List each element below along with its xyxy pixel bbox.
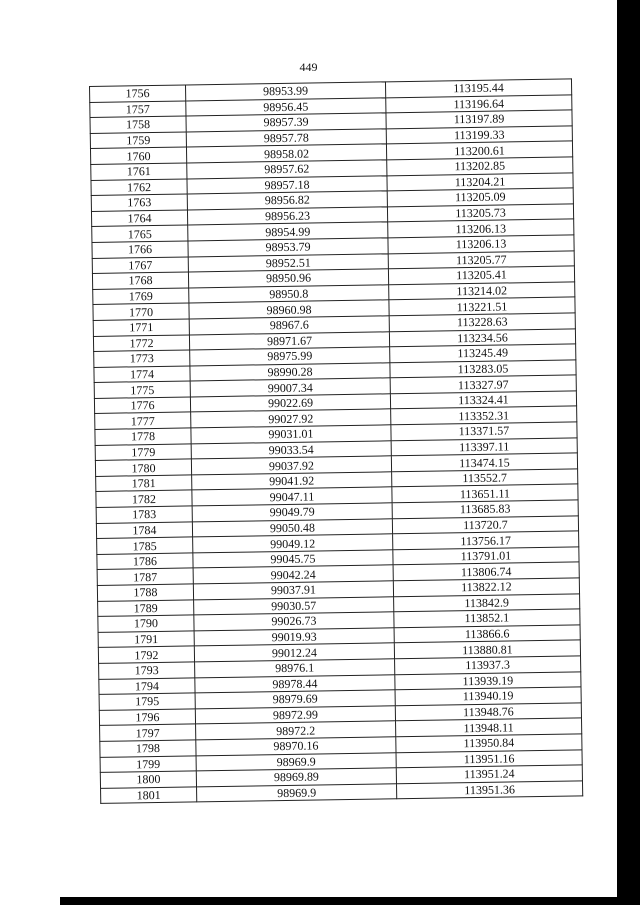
y-coordinate-cell: 113202.85	[387, 157, 573, 176]
x-coordinate-cell: 99027.92	[191, 409, 391, 428]
y-coordinate-cell: 113948.76	[395, 703, 581, 722]
point-number-cell: 1771	[93, 319, 189, 336]
x-coordinate-cell: 99045.75	[193, 550, 393, 569]
y-coordinate-cell: 113228.63	[389, 313, 575, 332]
point-number-cell: 1787	[97, 568, 193, 585]
point-number-cell: 1762	[91, 179, 187, 196]
x-coordinate-cell: 98969.9	[197, 783, 397, 802]
point-number-cell: 1763	[91, 194, 187, 211]
y-coordinate-cell: 113950.84	[396, 734, 582, 753]
y-coordinate-cell: 113720.7	[392, 515, 578, 534]
x-coordinate-cell: 98960.98	[189, 300, 389, 319]
x-coordinate-cell: 98990.28	[190, 362, 390, 381]
point-number-cell: 1782	[96, 490, 192, 507]
y-coordinate-cell: 113200.61	[386, 141, 572, 160]
x-coordinate-cell: 98957.62	[187, 160, 387, 179]
x-coordinate-cell: 98969.9	[196, 752, 396, 771]
x-coordinate-cell: 98956.45	[186, 97, 386, 116]
x-coordinate-cell: 98967.6	[189, 316, 389, 335]
table-body	[90, 79, 583, 804]
y-coordinate-cell: 113327.97	[390, 375, 576, 394]
point-number-cell: 1776	[94, 397, 190, 414]
y-coordinate-cell: 113205.09	[387, 188, 573, 207]
point-number-cell: 1797	[100, 724, 196, 741]
x-coordinate-cell: 98957.18	[187, 175, 387, 194]
x-coordinate-cell: 99030.57	[194, 596, 394, 615]
x-coordinate-cell: 99031.01	[191, 425, 391, 444]
y-coordinate-cell: 113197.89	[386, 110, 572, 129]
x-coordinate-cell: 99022.69	[190, 394, 390, 413]
point-number-cell: 1783	[96, 506, 192, 523]
point-number-cell: 1794	[99, 677, 195, 694]
page-number: 449	[299, 60, 318, 74]
point-number-cell: 1786	[97, 553, 193, 570]
y-coordinate-cell: 113199.33	[386, 126, 572, 145]
y-coordinate-cell: 113205.41	[388, 266, 574, 285]
x-coordinate-cell: 99050.48	[192, 518, 392, 537]
x-coordinate-cell: 98972.2	[196, 721, 396, 740]
y-coordinate-cell: 113196.64	[386, 95, 572, 114]
point-number-cell: 1757	[90, 101, 186, 118]
coordinates-table-wrapper	[89, 78, 582, 804]
point-number-cell: 1768	[92, 272, 188, 289]
y-coordinate-cell: 113204.21	[387, 172, 573, 191]
y-coordinate-cell: 113397.11	[391, 438, 577, 457]
x-coordinate-cell: 99007.34	[190, 378, 390, 397]
x-coordinate-cell: 99049.79	[192, 503, 392, 522]
y-coordinate-cell: 113939.19	[395, 671, 581, 690]
y-coordinate-cell: 113937.3	[395, 656, 581, 675]
y-coordinate-cell: 113842.9	[394, 593, 580, 612]
x-coordinate-cell: 98969.89	[196, 768, 396, 787]
point-number-cell: 1758	[90, 116, 186, 133]
y-coordinate-cell: 113352.31	[391, 406, 577, 425]
y-coordinate-cell: 113205.77	[388, 250, 574, 269]
y-coordinate-cell: 113852.1	[394, 609, 580, 628]
y-coordinate-cell: 113866.6	[394, 625, 580, 644]
y-coordinate-cell: 113822.12	[393, 578, 579, 597]
y-coordinate-cell: 113806.74	[393, 562, 579, 581]
point-number-cell: 1781	[96, 475, 192, 492]
y-coordinate-cell: 113791.01	[393, 547, 579, 566]
point-number-cell: 1765	[92, 225, 188, 242]
point-number-cell: 1790	[98, 615, 194, 632]
point-number-cell: 1775	[94, 381, 190, 398]
point-number-cell: 1784	[96, 522, 192, 539]
point-number-cell: 1761	[91, 163, 187, 180]
point-number-cell: 1773	[94, 350, 190, 367]
point-number-cell: 1774	[94, 366, 190, 383]
y-coordinate-cell: 113214.02	[389, 282, 575, 301]
y-coordinate-cell: 113940.19	[395, 687, 581, 706]
x-coordinate-cell: 98971.67	[189, 331, 389, 350]
x-coordinate-cell: 98953.99	[185, 82, 385, 101]
y-coordinate-cell: 113880.81	[394, 640, 580, 659]
point-number-cell: 1798	[100, 740, 196, 757]
point-number-cell: 1789	[98, 600, 194, 617]
point-number-cell: 1766	[92, 241, 188, 258]
y-coordinate-cell: 113371.57	[391, 422, 577, 441]
x-coordinate-cell: 98976.1	[195, 659, 395, 678]
x-coordinate-cell: 99047.11	[192, 487, 392, 506]
point-number-cell: 1791	[98, 631, 194, 648]
point-number-cell: 1759	[90, 132, 186, 149]
x-coordinate-cell: 98970.16	[196, 737, 396, 756]
x-coordinate-cell: 99026.73	[194, 612, 394, 631]
point-number-cell: 1778	[95, 428, 191, 445]
point-number-cell: 1800	[100, 771, 196, 788]
y-coordinate-cell: 113685.83	[392, 500, 578, 519]
point-number-cell: 1756	[90, 85, 186, 102]
x-coordinate-cell: 98956.82	[187, 191, 387, 210]
x-coordinate-cell: 99037.92	[191, 456, 391, 475]
point-number-cell: 1796	[99, 709, 195, 726]
y-coordinate-cell: 113756.17	[393, 531, 579, 550]
y-coordinate-cell: 113324.41	[390, 391, 576, 410]
y-coordinate-cell: 113206.13	[388, 219, 574, 238]
scan-edge-bottom	[60, 897, 620, 905]
x-coordinate-cell: 98957.78	[186, 129, 386, 148]
point-number-cell: 1788	[97, 584, 193, 601]
x-coordinate-cell: 98952.51	[188, 253, 388, 272]
y-coordinate-cell: 113651.11	[392, 484, 578, 503]
point-number-cell: 1769	[93, 288, 189, 305]
point-number-cell: 1785	[97, 537, 193, 554]
x-coordinate-cell: 99033.54	[191, 440, 391, 459]
x-coordinate-cell: 98979.69	[195, 690, 395, 709]
point-number-cell: 1801	[101, 787, 197, 804]
x-coordinate-cell: 98975.99	[190, 347, 390, 366]
y-coordinate-cell: 113951.24	[396, 765, 582, 784]
y-coordinate-cell: 113951.36	[396, 781, 582, 800]
point-number-cell: 1780	[95, 459, 191, 476]
x-coordinate-cell: 99042.24	[193, 565, 393, 584]
point-number-cell: 1770	[93, 303, 189, 320]
point-number-cell: 1760	[90, 147, 186, 164]
y-coordinate-cell: 113206.13	[388, 235, 574, 254]
y-coordinate-cell: 113195.44	[385, 79, 571, 98]
x-coordinate-cell: 98957.39	[186, 113, 386, 132]
x-coordinate-cell: 99037.91	[193, 581, 393, 600]
x-coordinate-cell: 98950.8	[189, 285, 389, 304]
scan-edge-right	[617, 0, 640, 905]
y-coordinate-cell: 113474.15	[391, 453, 577, 472]
x-coordinate-cell: 98953.79	[188, 238, 388, 257]
x-coordinate-cell: 99012.24	[194, 643, 394, 662]
point-number-cell: 1767	[92, 256, 188, 273]
y-coordinate-cell: 113951.16	[396, 749, 582, 768]
point-number-cell: 1772	[93, 334, 189, 351]
y-coordinate-cell: 113205.73	[387, 204, 573, 223]
point-number-cell: 1777	[95, 412, 191, 429]
x-coordinate-cell: 98958.02	[186, 144, 386, 163]
y-coordinate-cell: 113234.56	[389, 328, 575, 347]
point-number-cell: 1764	[91, 210, 187, 227]
x-coordinate-cell: 99041.92	[192, 472, 392, 491]
x-coordinate-cell: 98956.23	[187, 207, 387, 226]
x-coordinate-cell: 98978.44	[195, 674, 395, 693]
x-coordinate-cell: 99019.93	[194, 628, 394, 647]
y-coordinate-cell: 113552.7	[392, 469, 578, 488]
point-number-cell: 1793	[99, 662, 195, 679]
point-number-cell: 1792	[98, 646, 194, 663]
x-coordinate-cell: 98950.96	[188, 269, 388, 288]
coordinates-table	[89, 78, 583, 804]
y-coordinate-cell: 113221.51	[389, 297, 575, 316]
x-coordinate-cell: 98954.99	[188, 222, 388, 241]
y-coordinate-cell: 113948.11	[396, 718, 582, 737]
x-coordinate-cell: 98972.99	[195, 706, 395, 725]
point-number-cell: 1799	[100, 755, 196, 772]
y-coordinate-cell: 113283.05	[390, 360, 576, 379]
x-coordinate-cell: 99049.12	[193, 534, 393, 553]
point-number-cell: 1795	[99, 693, 195, 710]
y-coordinate-cell: 113245.49	[390, 344, 576, 363]
point-number-cell: 1779	[95, 444, 191, 461]
